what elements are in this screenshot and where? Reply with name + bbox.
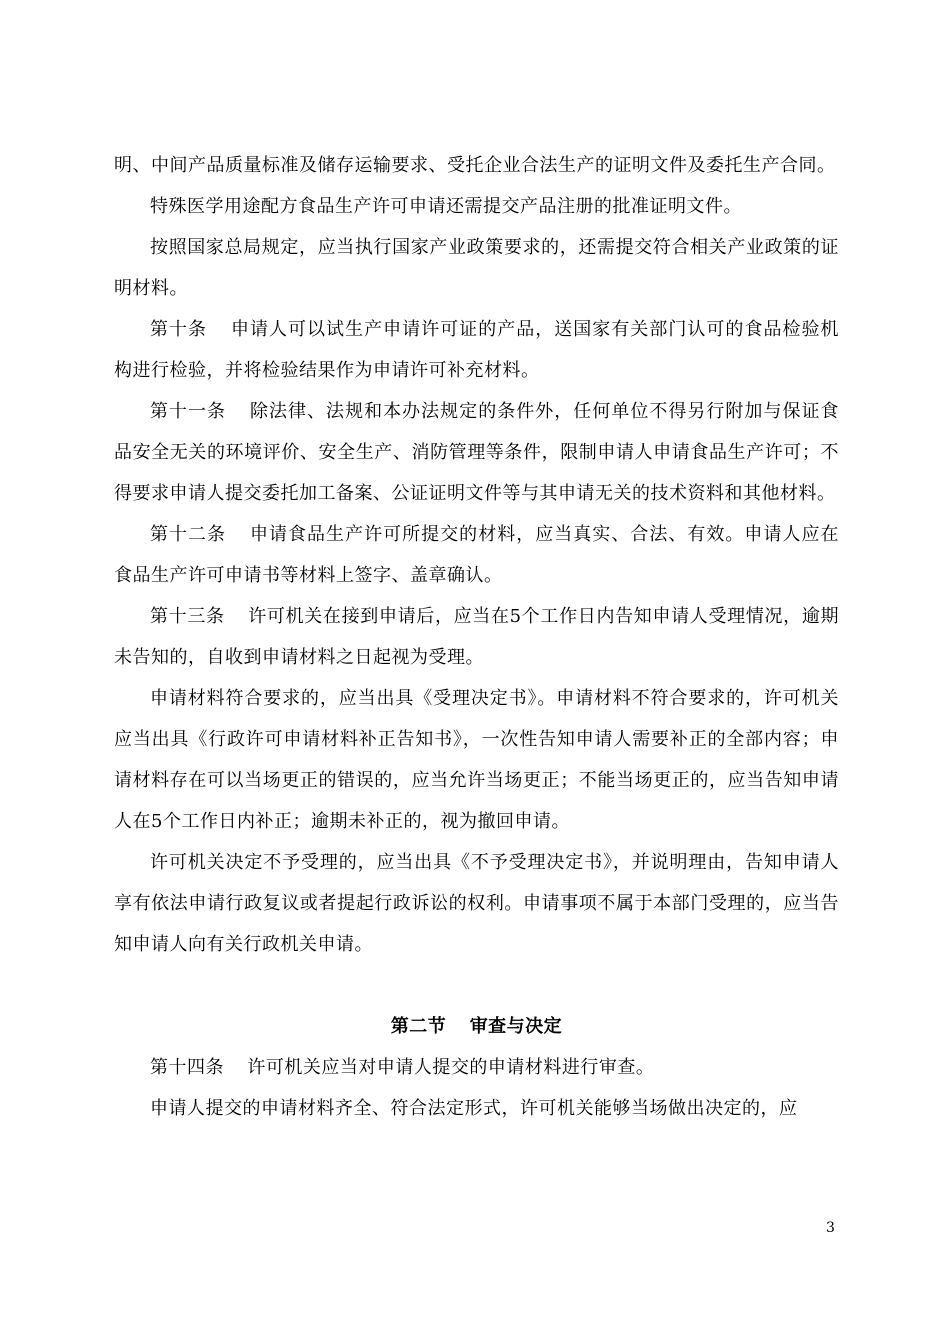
article-number: 第十条: [150, 319, 208, 340]
article-text: 申请食品生产许可所提交的材料，应当真实、合法、有效。申请人应在食品生产许可申请书等材料上签字、盖章确认。: [114, 524, 840, 586]
paragraph-text: 许可机关决定不予受理的，应当出具《不予受理决定书》，并说明理由，告知申请人享有依法申请行政复议或者提起行政诉讼的权利。申请事项不属于本部门受理的，应当告知申请人向有关行政机关申请。: [114, 852, 839, 955]
document-body: [114, 145, 839, 1129]
paragraph-text: 按照国家总局规定，应当执行国家产业政策要求的，还需提交符合相关产业政策的证明材料。: [114, 237, 839, 299]
paragraph-rejection: [114, 842, 839, 965]
paragraph-text: 明、中间产品质量标准及储存运输要求、受托企业合法生产的证明文件及委托生产合同。: [114, 155, 836, 176]
section-title: 审查与决定: [469, 1016, 563, 1037]
article-text: 许可机关应当对申请人提交的申请材料进行审查。: [247, 1057, 655, 1078]
article-number: 第十四条: [150, 1057, 224, 1078]
article-12: [114, 514, 839, 596]
article-10: [114, 309, 839, 391]
section-number: 第二节: [390, 1016, 447, 1037]
paragraph-text: 申请材料符合要求的，应当出具《受理决定书》。申请材料不符合要求的，许可机关应当出具《行政许可申请材料补正告知书》，一次性告知申请人需要补正的全部内容；申请材料存在可以当场更正的错误的，应当允许当场更正；不能当场更正的，应当告知申请人在5个工作日内补正；逾期未补正的，视为撤回申请。: [114, 688, 839, 832]
section-heading: [114, 1006, 839, 1047]
paragraph-3: [114, 227, 839, 309]
article-11: [114, 391, 839, 514]
article-text: 许可机关在接到申请后，应当在5个工作日内告知申请人受理情况，逾期未告知的，自收到申请材料之日起视为受理。: [114, 606, 839, 668]
article-text: 申请人可以试生产申请许可证的产品，送国家有关部门认可的食品检验机构进行检验，并将检验结果作为申请许可补充材料。: [114, 319, 840, 381]
article-14: [114, 1047, 839, 1088]
paragraph-text: 特殊医学用途配方食品生产许可申请还需提交产品注册的批准证明文件。: [150, 196, 742, 217]
paragraph-review: [114, 1088, 839, 1129]
paragraph-text: 申请人提交的申请材料齐全、符合法定形式，许可机关能够当场做出决定的，应: [150, 1098, 798, 1119]
paragraph-2: [114, 186, 839, 227]
article-number: 第十二条: [150, 524, 227, 545]
paragraph-acceptance: [114, 678, 839, 842]
article-text: 除法律、法规和本办法规定的条件外，任何单位不得另行附加与保证食品安全无关的环境评价、安全生产、消防管理等条件，限制申请人申请食品生产许可；不得要求申请人提交委托加工备案、公证证明文件等与其申请无关的技术资料和其他材料。: [114, 401, 840, 504]
article-number: 第十一条: [150, 401, 227, 422]
page-number: 3: [826, 1220, 835, 1236]
article-13: [114, 596, 839, 678]
article-number: 第十三条: [150, 606, 225, 627]
paragraph-1: [114, 145, 839, 186]
